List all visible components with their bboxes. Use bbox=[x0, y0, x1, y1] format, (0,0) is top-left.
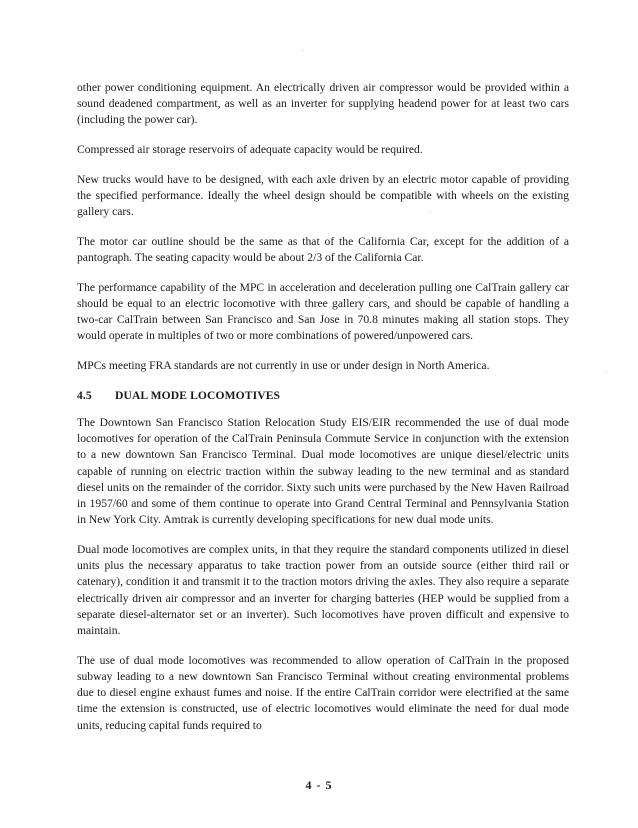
section-title: DUAL MODE LOCOMOTIVES bbox=[115, 388, 281, 402]
paragraph: The motor car outline should be the same as that of the California Car, except for the addition of a pantograph. The seating capacity would be about 2/3 of the California Car. bbox=[77, 234, 569, 265]
section-number: 4.5 bbox=[77, 388, 92, 402]
paragraph: The performance capability of the MPC in acceleration and deceleration pulling one CalTrain gallery car should be equal to an electric locomotive with three gallery cars, and should be capable of handling a two-car CalTrain between San Francisco and San Jose in 70.8 minutes making all station stops. They would operate in multiples of two or more combinations of powered/unpowered cars. bbox=[77, 280, 569, 343]
paragraph: The Downtown San Francisco Station Relocation Study EIS/EIR recommended the use of dual mode locomotives for operation of the CalTrain Peninsula Commute Service in conjunction with the extension to a new downtown San Francisco Terminal. Dual mode locomotives are unique diesel/electric units capable of running on electric traction within the subway leading to the new terminal and as standard diesel units on the remainder of the corridor. Sixty such units were purchased by the New Haven Railroad in 1957/60 and some of them continue to operate into Grand Central Terminal and Pennsylvania Station in New York City. Amtrak is currently developing specifications for new dual mode units. bbox=[77, 416, 569, 527]
page-number: 4 - 5 bbox=[305, 778, 333, 792]
paragraph: MPCs meeting FRA standards are not currently in use or under design in North America. bbox=[77, 359, 490, 373]
section-heading bbox=[77, 388, 569, 404]
scan-speck bbox=[606, 372, 607, 373]
paragraph: The use of dual mode locomotives was recommended to allow operation of CalTrain in the proposed subway leading to a new downtown San Francisco Terminal without creating environmental problems due to diesel engine exhaust fumes and noise. If the entire CalTrain corridor were electrified at the same time the extension is constructed, use of electric locomotives would eliminate the need for dual mode units, reducing capital funds required to bbox=[77, 653, 569, 732]
paragraph: other power conditioning equipment. An electrically driven air compressor would be provided within a sound deadened compartment, as well as an inverter for supplying headend power for at least two cars (including the power car). bbox=[77, 81, 569, 127]
paragraph: Compressed air storage reservoirs of adequate capacity would be required. bbox=[77, 143, 423, 157]
paragraph: New trucks would have to be designed, with each axle driven by an electric motor capable of providing the specified performance. Ideally the wheel design should be compatible with wheels on the existing gallery cars. bbox=[77, 172, 569, 219]
document-page bbox=[77, 80, 569, 747]
paragraph: Dual mode locomotives are complex units, in that they require the standard components utilized in diesel units plus the necessary apparatus to take traction power from an outside source (either third rail or catenary), condition it and transmit it to the traction motors driving the axles. They also require a separate electrically driven air compressor and an inverter for charging batteries (HEP would be supplied from a separate diesel-alternator set or an inverter). Such locomotives have proven difficult and expensive to maintain. bbox=[77, 542, 569, 637]
scan-speck bbox=[302, 50, 303, 51]
